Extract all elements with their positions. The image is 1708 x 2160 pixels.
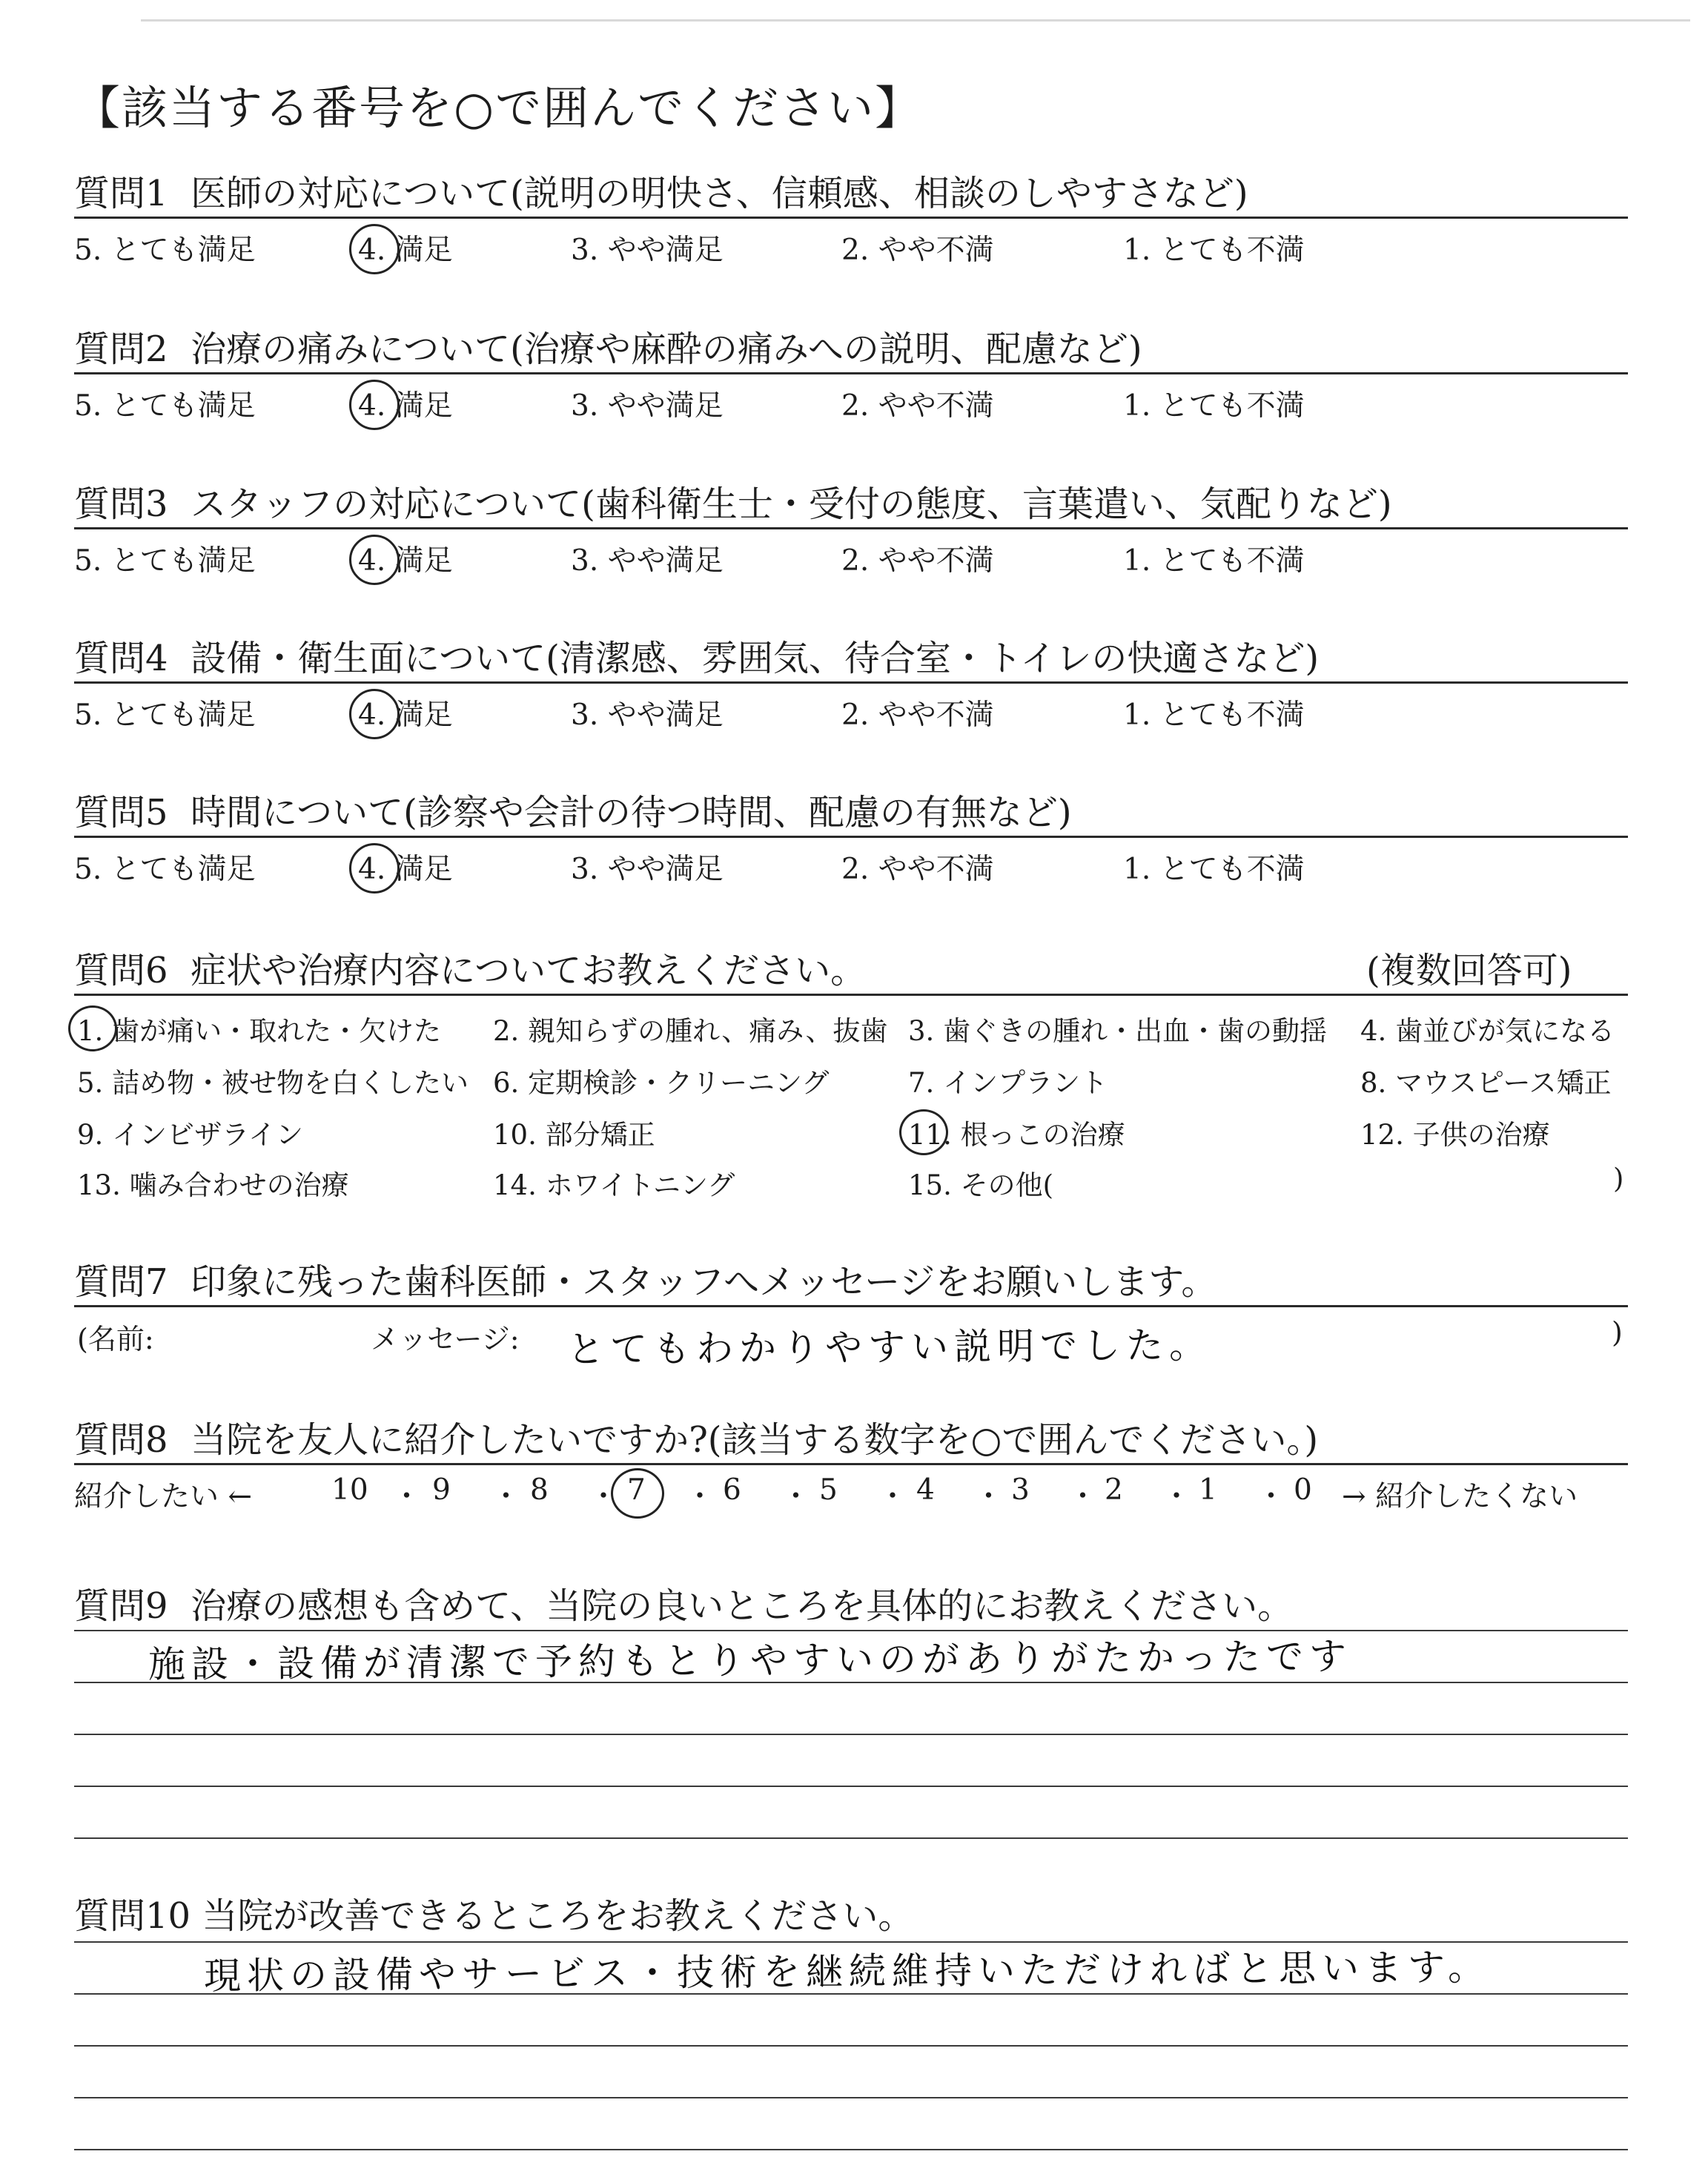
q6-option: 13. 噛み合わせの治療 bbox=[77, 1169, 349, 1201]
q8-rule bbox=[74, 1463, 1628, 1465]
rating-option: 1. とても不満 bbox=[1123, 234, 1305, 267]
q6-option: 10. 部分矯正 bbox=[493, 1119, 655, 1151]
question-heading bbox=[74, 784, 1072, 835]
rating-option: 2. やや不満 bbox=[841, 234, 994, 267]
rating-option: 4. 満足 bbox=[358, 853, 453, 886]
q6-option: 15. その他( bbox=[908, 1169, 1054, 1201]
answer-circle bbox=[349, 843, 400, 894]
rating-option: 1. とても不満 bbox=[1123, 544, 1305, 578]
instruction-title: 【該当する番号を○で囲んでください】 bbox=[74, 81, 923, 135]
answer-circle bbox=[349, 224, 400, 274]
q10-label: 質問10 bbox=[74, 1895, 191, 1937]
rating-option: 1. とても不満 bbox=[1123, 389, 1305, 423]
q6-note: (複数回答可) bbox=[1366, 950, 1572, 991]
question-heading bbox=[74, 630, 1319, 681]
rating-option: 3. やや満足 bbox=[571, 698, 724, 732]
q8-scale-value: 2 bbox=[1105, 1473, 1123, 1507]
answer-circle bbox=[349, 535, 400, 585]
question-heading bbox=[74, 165, 1248, 216]
q8-scale-dot: ・ bbox=[1257, 1480, 1286, 1513]
q7-name-label: (名前: bbox=[77, 1323, 154, 1355]
rating-option: 1. とても不満 bbox=[1123, 698, 1305, 732]
q9-line bbox=[74, 1734, 1628, 1735]
rating-option: 4. 満足 bbox=[358, 698, 453, 732]
q6-option: 14. ホワイトニング bbox=[493, 1169, 735, 1201]
q8-scale-value: 1 bbox=[1199, 1473, 1217, 1507]
q7-label: 質問7 bbox=[74, 1261, 168, 1303]
q8-scale-dot: ・ bbox=[392, 1480, 422, 1513]
q10-line bbox=[74, 2045, 1628, 2047]
q6-option: 5. 詰め物・被せ物を白くしたい bbox=[77, 1067, 469, 1099]
question-label: 質問4 bbox=[74, 638, 168, 679]
q6-option: 3. 歯ぐきの腫れ・出血・歯の動揺 bbox=[908, 1015, 1328, 1047]
rating-option: 5. とても満足 bbox=[74, 698, 256, 732]
rating-option: 2. やや不満 bbox=[841, 853, 994, 886]
rating-option: 5. とても満足 bbox=[74, 853, 256, 886]
q9-line bbox=[74, 1786, 1628, 1787]
q9-answer: 施設・設備が清潔で予約もとりやすいのがありがたかったです bbox=[148, 1634, 1353, 1686]
rating-option: 5. とても満足 bbox=[74, 234, 256, 267]
q6-option: 12. 子供の治療 bbox=[1360, 1119, 1550, 1151]
q10-heading bbox=[74, 1887, 913, 1938]
answer-circle bbox=[68, 1005, 117, 1051]
q6-heading bbox=[74, 942, 866, 993]
q10-line bbox=[74, 2097, 1628, 2098]
q9-line bbox=[74, 1837, 1628, 1839]
rating-option: 3. やや満足 bbox=[571, 234, 724, 267]
question-text: 設備・衛生面について(清潔感、雰囲気、待合室・トイレの快適さなど) bbox=[191, 638, 1320, 679]
question-text: 医師の対応について(説明の明快さ、信頼感、相談のしやすさなど) bbox=[191, 173, 1248, 214]
q8-scale-value: 10 bbox=[331, 1473, 368, 1507]
q8-scale-value: 8 bbox=[530, 1473, 549, 1507]
q7-close-paren: ) bbox=[1612, 1316, 1623, 1349]
question-label: 質問3 bbox=[74, 483, 168, 525]
q8-right-label: → 紹介したくない bbox=[1342, 1480, 1578, 1513]
q8-heading bbox=[74, 1411, 1318, 1462]
rating-option: 4. 満足 bbox=[358, 544, 453, 578]
rating-option: 2. やや不満 bbox=[841, 389, 994, 423]
q6-option: 7. インプラント bbox=[908, 1067, 1108, 1099]
q8-scale-dot: ・ bbox=[491, 1480, 521, 1513]
q8-scale-dot: ・ bbox=[1162, 1480, 1191, 1513]
question-label: 質問2 bbox=[74, 328, 168, 370]
question-text: スタッフの対応について(歯科衛生士・受付の態度、言葉遣い、気配りなど) bbox=[191, 483, 1392, 525]
q8-scale-value: 6 bbox=[723, 1473, 741, 1507]
q8-scale-dot: ・ bbox=[781, 1480, 811, 1513]
question-label: 質問1 bbox=[74, 173, 168, 214]
q10-text: 当院が改善できるところをお教えください。 bbox=[202, 1895, 914, 1937]
q6-option: 8. マウスピース矯正 bbox=[1360, 1067, 1612, 1099]
answer-circle bbox=[349, 689, 400, 739]
rating-option: 4. 満足 bbox=[358, 234, 453, 267]
q8-scale-dot: ・ bbox=[974, 1480, 1004, 1513]
rating-option: 3. やや満足 bbox=[571, 389, 724, 423]
q6-option: 1. 歯が痛い・取れた・欠けた bbox=[77, 1015, 442, 1047]
q6-option: 9. インビザライン bbox=[77, 1119, 303, 1151]
q8-scale-dot: ・ bbox=[685, 1480, 715, 1513]
q6-label: 質問6 bbox=[74, 950, 168, 991]
q8-scale-value: 0 bbox=[1294, 1473, 1312, 1507]
question-label: 質問5 bbox=[74, 792, 168, 833]
q8-scale-dot: ・ bbox=[1068, 1480, 1098, 1513]
rating-option: 2. やや不満 bbox=[841, 698, 994, 732]
q7-rule bbox=[74, 1305, 1628, 1307]
q8-text: 当院を友人に紹介したいですか?(該当する数字を○で囲んでください。) bbox=[191, 1419, 1319, 1461]
q6-rule bbox=[74, 994, 1628, 996]
q6-text: 症状や治療内容についてお教えください。 bbox=[191, 950, 867, 991]
answer-circle bbox=[611, 1468, 664, 1519]
q6-option: ) bbox=[1613, 1163, 1624, 1195]
question-heading bbox=[74, 320, 1142, 371]
rating-option: 1. とても不満 bbox=[1123, 853, 1305, 886]
q8-scale-value: 7 bbox=[627, 1473, 646, 1507]
q8-scale-value: 3 bbox=[1011, 1473, 1030, 1507]
rating-option: 2. やや不満 bbox=[841, 544, 994, 578]
q6-option: 11. 根っこの治療 bbox=[908, 1119, 1125, 1151]
rating-option: 3. やや満足 bbox=[571, 544, 724, 578]
question-rule bbox=[74, 372, 1628, 374]
q8-scale-dot: ・ bbox=[878, 1480, 907, 1513]
q8-label: 質問8 bbox=[74, 1419, 168, 1461]
rating-option: 3. やや満足 bbox=[571, 853, 724, 886]
question-rule bbox=[74, 836, 1628, 838]
q7-message: とてもわかりやすい説明でした。 bbox=[566, 1323, 1213, 1371]
question-rule bbox=[74, 527, 1628, 529]
q9-text: 治療の感想も含めて、当院の良いところを具体的にお教えください。 bbox=[191, 1585, 1294, 1627]
q7-text: 印象に残った歯科医師・スタッフへメッセージをお願いします。 bbox=[191, 1261, 1217, 1303]
q8-scale-value: 4 bbox=[916, 1473, 935, 1507]
q6-option: 6. 定期検診・クリーニング bbox=[493, 1067, 830, 1099]
rating-option: 4. 満足 bbox=[358, 389, 453, 423]
q9-label: 質問9 bbox=[74, 1585, 168, 1627]
q8-scale-value: 9 bbox=[432, 1473, 451, 1507]
answer-circle bbox=[899, 1109, 948, 1155]
q8-scale-value: 5 bbox=[819, 1473, 838, 1507]
scan-top-edge bbox=[141, 19, 1690, 22]
q7-heading bbox=[74, 1253, 1217, 1304]
q8-scale-dot: ・ bbox=[589, 1480, 618, 1513]
answer-circle bbox=[349, 380, 400, 430]
rating-option: 5. とても満足 bbox=[74, 544, 256, 578]
question-text: 時間について(診察や会計の待つ時間、配慮の有無など) bbox=[191, 792, 1072, 833]
q6-option: 2. 親知らずの腫れ、痛み、抜歯 bbox=[493, 1015, 888, 1047]
q10-line bbox=[74, 2149, 1628, 2150]
q9-heading bbox=[74, 1577, 1293, 1628]
rating-option: 5. とても満足 bbox=[74, 389, 256, 423]
question-rule bbox=[74, 681, 1628, 684]
q6-option: 4. 歯並びが気になる bbox=[1360, 1015, 1615, 1047]
question-text: 治療の痛みについて(治療や麻酔の痛みへの説明、配慮など) bbox=[191, 328, 1142, 370]
q7-message-label: メッセージ: bbox=[371, 1323, 520, 1355]
q8-left-label: 紹介したい ← bbox=[74, 1480, 253, 1513]
q10-answer: 現状の設備やサービス・技術を継続維持いただければと思います。 bbox=[203, 1945, 1492, 1998]
question-rule bbox=[74, 217, 1628, 219]
question-heading bbox=[74, 475, 1392, 526]
